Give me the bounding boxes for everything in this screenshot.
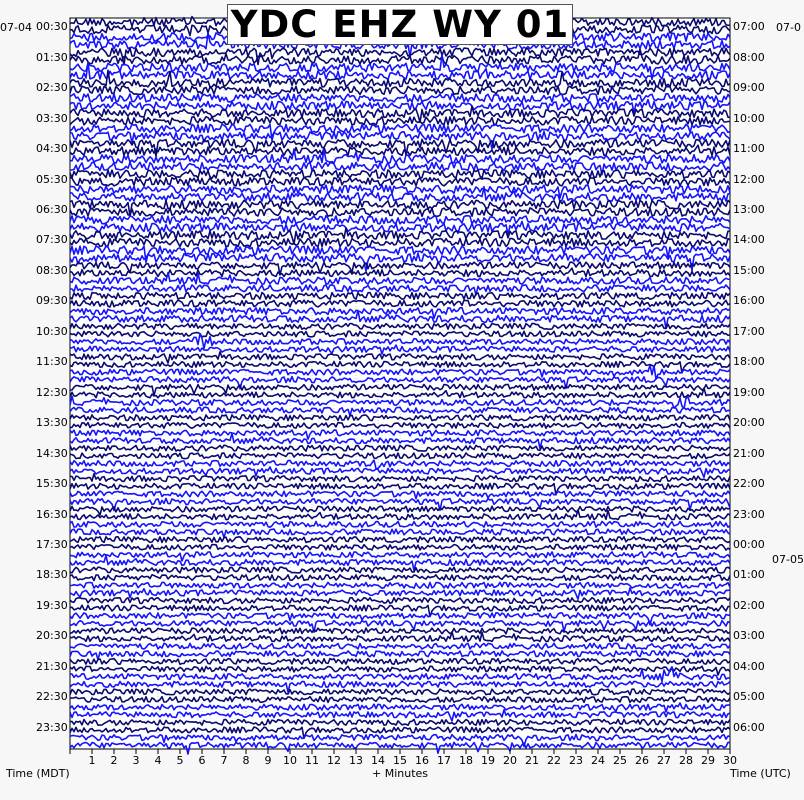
left-axis-title: Time (MDT): [6, 767, 70, 780]
x-tick-label: 8: [242, 754, 250, 767]
right-time-label: 17:00: [733, 324, 765, 338]
left-date-label: 07-04: [0, 21, 32, 34]
right-time-label: 07:00: [733, 20, 765, 34]
x-tick-label: 9: [264, 754, 272, 767]
x-tick-label: 27: [657, 754, 671, 767]
x-tick-label: 30: [723, 754, 737, 767]
right-time-label: 19:00: [733, 385, 765, 399]
x-tick-label: 28: [679, 754, 693, 767]
x-tick-label: 19: [481, 754, 495, 767]
x-tick-label: 1: [88, 754, 96, 767]
left-time-label: 03:30: [36, 111, 68, 125]
x-tick-label: 14: [371, 754, 385, 767]
left-time-label: 09:30: [36, 294, 68, 308]
right-time-label: 16:00: [733, 294, 765, 308]
x-tick-label: 11: [305, 754, 319, 767]
x-tick-label: 26: [635, 754, 649, 767]
left-time-label: 11:30: [36, 355, 68, 369]
x-tick-label: 29: [701, 754, 715, 767]
right-time-label: 02:00: [733, 598, 765, 612]
right-time-label: 10:00: [733, 111, 765, 125]
right-time-label: 06:00: [733, 720, 765, 734]
left-time-label: 17:30: [36, 538, 68, 552]
right-date-label-top: 07-0: [776, 21, 801, 34]
left-time-label: 14:30: [36, 446, 68, 460]
left-time-label: 10:30: [36, 324, 68, 338]
right-time-label: 22:00: [733, 477, 765, 491]
right-time-label: 20:00: [733, 416, 765, 430]
x-axis-title: + Minutes: [372, 767, 429, 780]
x-tick-label: 15: [393, 754, 407, 767]
x-tick-label: 10: [283, 754, 297, 767]
left-time-label: 20:30: [36, 629, 68, 643]
left-time-label: 23:30: [36, 720, 68, 734]
x-tick-label: 16: [415, 754, 429, 767]
x-tick-label: 21: [525, 754, 539, 767]
left-time-label: 04:30: [36, 142, 68, 156]
x-tick-label: 12: [327, 754, 341, 767]
x-tick-label: 24: [591, 754, 605, 767]
left-time-label: 05:30: [36, 172, 68, 186]
right-time-label: 13:00: [733, 202, 765, 216]
right-date-label-mid: 07-05: [772, 553, 804, 566]
left-time-label: 16:30: [36, 507, 68, 521]
x-tick-label: 6: [198, 754, 206, 767]
right-time-label: 03:00: [733, 629, 765, 643]
x-tick-label: 25: [613, 754, 627, 767]
left-time-label: 00:30: [36, 20, 68, 34]
x-tick-label: 4: [154, 754, 162, 767]
left-time-label: 22:30: [36, 690, 68, 704]
left-time-label: 15:30: [36, 477, 68, 491]
right-axis-title: Time (UTC): [730, 767, 791, 780]
right-time-label: 01:00: [733, 568, 765, 582]
left-time-label: 08:30: [36, 263, 68, 277]
right-time-label: 11:00: [733, 142, 765, 156]
right-time-label: 15:00: [733, 263, 765, 277]
x-tick-label: 3: [132, 754, 140, 767]
left-time-label: 06:30: [36, 202, 68, 216]
left-time-label: 07:30: [36, 233, 68, 247]
left-time-label: 12:30: [36, 385, 68, 399]
x-tick-label: 13: [349, 754, 363, 767]
right-time-label: 12:00: [733, 172, 765, 186]
left-time-label: 21:30: [36, 659, 68, 673]
x-tick-label: 22: [547, 754, 561, 767]
right-time-label: 05:00: [733, 690, 765, 704]
right-time-label: 18:00: [733, 355, 765, 369]
x-tick-label: 5: [176, 754, 184, 767]
x-tick-label: 7: [220, 754, 228, 767]
right-time-label: 23:00: [733, 507, 765, 521]
left-time-label: 18:30: [36, 568, 68, 582]
x-tick-label: 23: [569, 754, 583, 767]
left-time-label: 19:30: [36, 598, 68, 612]
right-time-label: 09:00: [733, 81, 765, 95]
left-time-label: 13:30: [36, 416, 68, 430]
x-tick-label: 20: [503, 754, 517, 767]
right-time-label: 21:00: [733, 446, 765, 460]
right-time-label: 00:00: [733, 538, 765, 552]
right-time-label: 14:00: [733, 233, 765, 247]
left-time-label: 02:30: [36, 81, 68, 95]
chart-title: YDC EHZ WY 01: [227, 4, 573, 45]
x-tick-label: 17: [437, 754, 451, 767]
left-time-label: 01:30: [36, 50, 68, 64]
x-tick-label: 2: [110, 754, 118, 767]
x-tick-label: 18: [459, 754, 473, 767]
right-time-label: 08:00: [733, 50, 765, 64]
right-time-label: 04:00: [733, 659, 765, 673]
